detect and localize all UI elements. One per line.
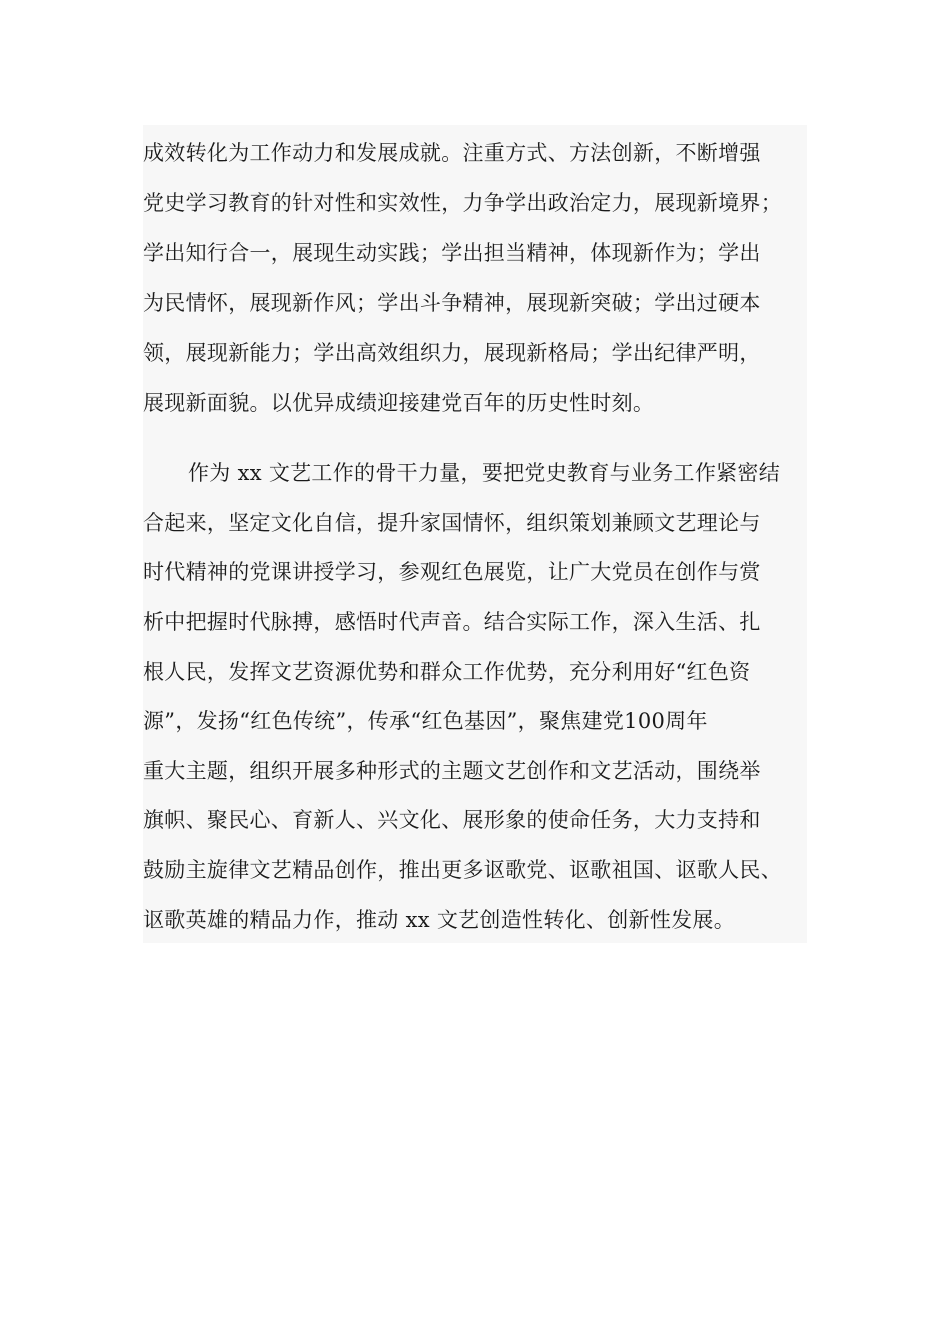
text-line: 成效转化为工作动力和发展成就。注重方式、方法创新，不断增强 <box>143 141 761 165</box>
text-line: 重大主题，组织开展多种形式的主题文艺创作和文艺活动，围绕举 <box>143 759 761 783</box>
text-line: 合起来，坚定文化自信，提升家国情怀，组织策划兼顾文艺理论与 <box>143 511 761 535</box>
text-line: 为民情怀，展现新作风；学出斗争精神，展现新突破；学出过硬本 <box>143 291 761 315</box>
text-line: 鼓励主旋律文艺精品创作，推出更多讴歌党、讴歌祖国、讴歌人民、 <box>143 858 782 882</box>
text-line: 源”，发扬“红色传统”，传承“红色基因”，聚焦建党100周年 <box>143 709 708 733</box>
text-block <box>143 125 807 943</box>
text-line: 析中把握时代脉搏，感悟时代声音。结合实际工作，深入生活、扎 <box>143 610 761 634</box>
text-line: 讴歌英雄的精品力作，推动 xx 文艺创造性转化、创新性发展。 <box>143 908 736 932</box>
text-line: 党史学习教育的针对性和实效性，力争学出政治定力，展现新境界； <box>143 191 782 215</box>
text-line: 时代精神的党课讲授学习，参观红色展览，让广大党员在创作与赏 <box>143 560 761 584</box>
text-line: 根人民，发挥文艺资源优势和群众工作优势，充分利用好“红色资 <box>143 660 751 684</box>
text-line: 作为 xx 文艺工作的骨干力量，要把党史教育与业务工作紧密结 <box>188 461 781 485</box>
text-line: 展现新面貌。以优异成绩迎接建党百年的历史性时刻。 <box>143 391 655 415</box>
text-line: 旗帜、聚民心、育新人、兴文化、展形象的使命任务，大力支持和 <box>143 808 761 832</box>
text-line: 领，展现新能力；学出高效组织力，展现新格局；学出纪律严明， <box>143 341 761 365</box>
text-line: 学出知行合一，展现生动实践；学出担当精神，体现新作为；学出 <box>143 241 761 265</box>
